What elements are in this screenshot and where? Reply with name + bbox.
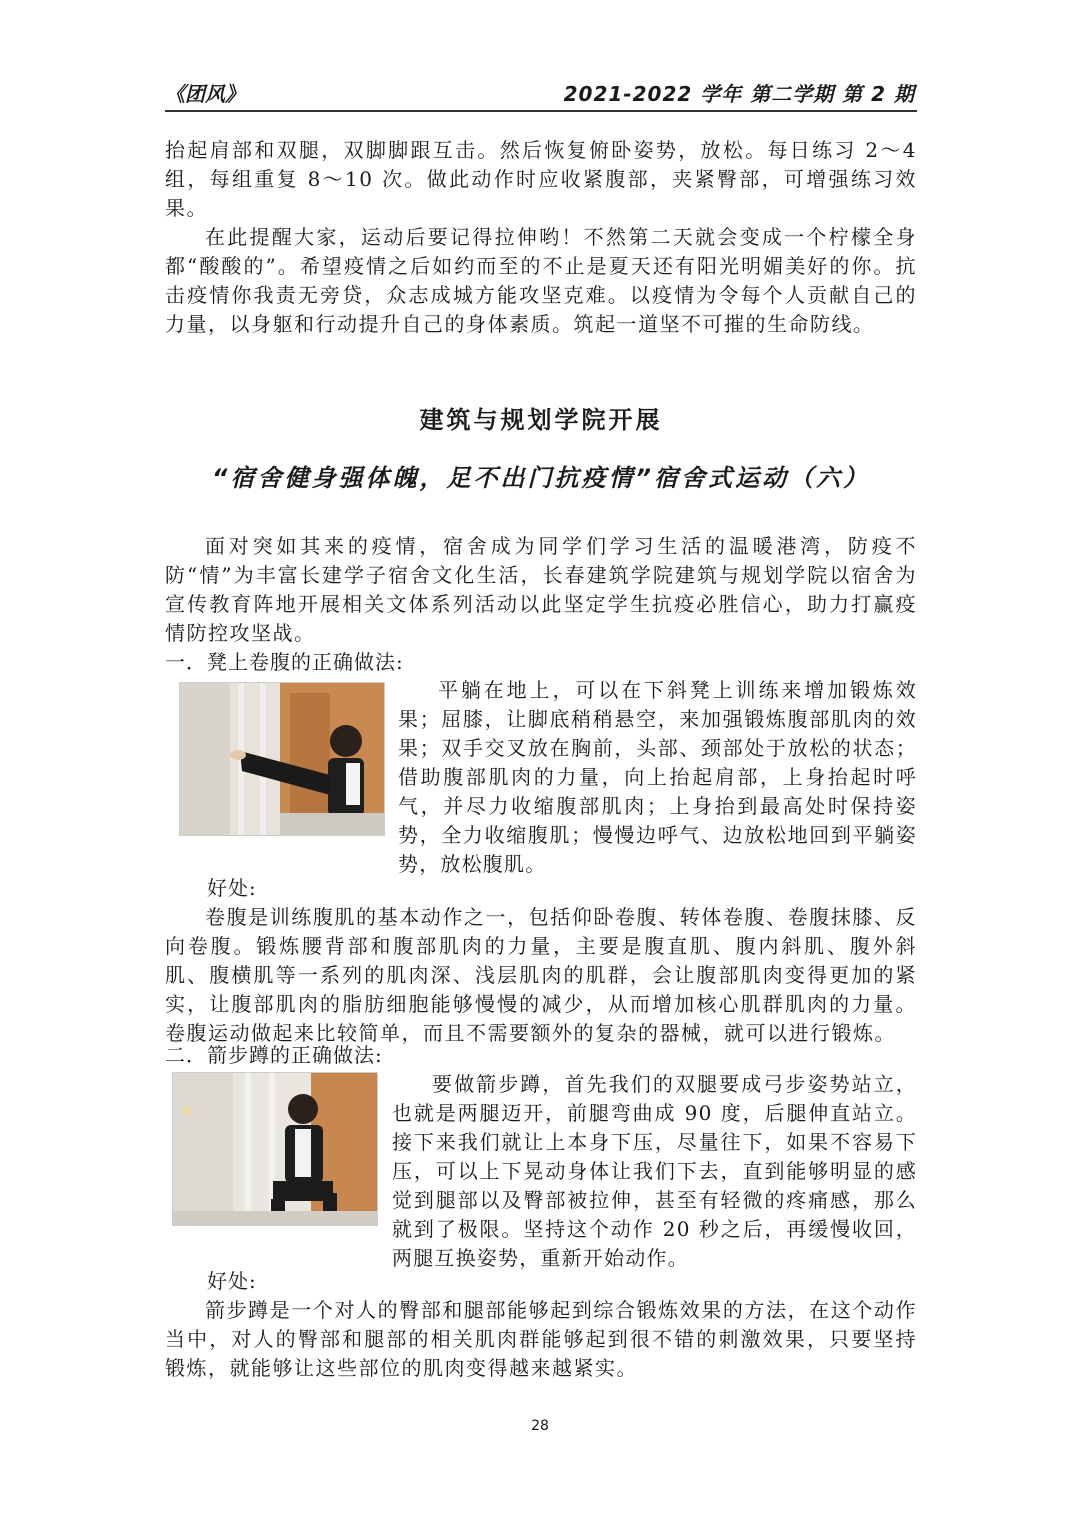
photo-bench-crunch-illustration	[180, 683, 384, 835]
section-1-heading: 一．凳上卷腹的正确做法:	[165, 650, 404, 674]
section-1-body: 平躺在地上，可以在下斜凳上训练来增加锻炼效果；屈膝，让脚底稍稍悬空，来加强锻炼腹部肌肉的效果；双手交叉放在胸前，头部、颈部处于放松的状态；借助腹部肌肉的力量，向上抬起肩部，上身抬起时呼气，并尽力收缩腹部肌肉；上身抬到最高处时保持姿势，全力收缩腹肌；慢慢边呼气、边放松地回到平躺姿势，放松腹肌。	[398, 678, 917, 876]
photo-lunge-squat	[172, 1072, 378, 1226]
article-title-line-2: “宿舍健身强体魄，足不出门抗疫情”宿舍式运动（六）	[212, 464, 870, 492]
header-divider	[165, 110, 917, 112]
intro-paragraph-2: 在此提醒大家，运动后要记得拉伸哟！不然第二天就会变成一个柠檬全身都“酸酸的”。希望疫情之后如约而至的不止是夏天还有阳光明媚美好的你。抗击疫情你我责无旁贷，众志成城方能攻坚克难。以疫情为令每个人贡献自己的力量，以身躯和行动提升自己的身体素质。筑起一道坚不可摧的生命防线。	[165, 225, 917, 336]
intro-paragraph-1: 抬起肩部和双腿，双脚脚跟互击。然后恢复俯卧姿势，放松。每日练习 2～4 组，每组重复 8～10 次。做此动作时应收紧腹部，夹紧臀部，可增强练习效果。	[165, 138, 917, 220]
page-number: 28	[531, 1418, 549, 1434]
section-1-benefit-text: 卷腹是训练腹肌的基本动作之一，包括仰卧卷腹、转体卷腹、卷腹抹膝、反向卷腹。锻炼腰背部和腹部肌肉的力量，主要是腹直肌、腹内斜肌、腹外斜肌、腹横肌等一系列的肌肉深、浅层肌肉的肌群，会让腹部肌肉变得更加的紧实，让腹部肌肉的脂肪细胞能够慢慢的减少，从而增加核心肌群肌肉的力量。卷腹运动做起来比较简单，而且不需要额外的复杂的器械，就可以进行锻炼。	[165, 905, 917, 1045]
header-issue-info: 2021-2022 学年 第二学期 第 2 期	[563, 82, 915, 106]
photo-lunge-squat-illustration	[173, 1073, 377, 1225]
photo-bench-crunch	[179, 682, 385, 836]
section-2-benefit-text: 箭步蹲是一个对人的臀部和腿部能够起到综合锻炼效果的方法，在这个动作当中，对人的臀部和腿部的相关肌肉群能够起到很不错的刺激效果，只要坚持锻炼，就能够让这些部位的肌肉变得越来越紧实。	[165, 1298, 917, 1380]
section-2-heading: 二．箭步蹲的正确做法:	[165, 1043, 383, 1067]
section-1-benefit-label: 好处:	[207, 876, 257, 900]
section-2-benefit-label: 好处:	[207, 1269, 257, 1293]
article-lead-paragraph: 面对突如其来的疫情，宿舍成为同学们学习生活的温暖港湾，防疫不防“情”为丰富长建学子宿舍文化生活，长春建筑学院建筑与规划学院以宿舍为宣传教育阵地开展相关文体系列活动以此坚定学生抗疫必胜信心，助力打赢疫情防控攻坚战。	[165, 534, 917, 645]
article-title-line-1: 建筑与规划学院开展	[419, 406, 663, 434]
header-publication-name: 《团风》	[165, 82, 245, 106]
section-2-body: 要做箭步蹲，首先我们的双腿要成弓步姿势站立，也就是两腿迈开，前腿弯曲成 90 度，后腿伸直站立。接下来我们就让上本身下压，尽量往下，如果不容易下压，可以上下晃动身体让我们下去，直到能够明显的感觉到腿部以及臀部被拉伸，甚至有轻微的疼痛感，那么就到了极限。坚持这个动作 20 秒之后，再缓慢收回，两腿互换姿势，重新开始动作。	[392, 1072, 917, 1270]
